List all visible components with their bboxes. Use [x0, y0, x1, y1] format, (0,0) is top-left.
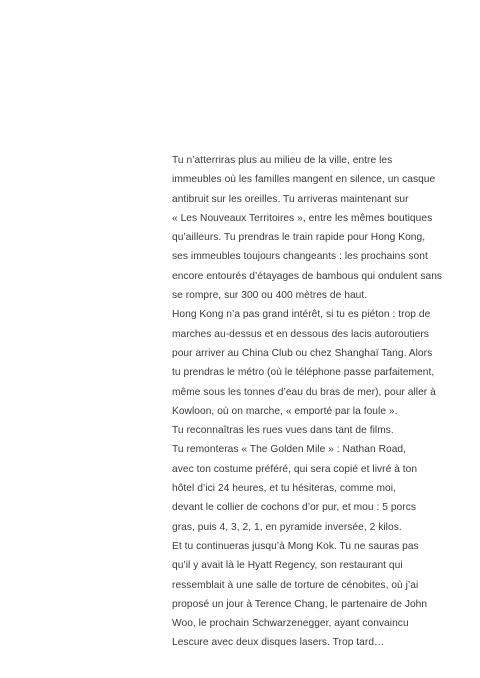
text-line: Et tu continueras jusqu’à Mong Kok. Tu ne sauras pas	[172, 540, 419, 552]
body-text	[172, 151, 472, 653]
text-line: Tu reconnaîtras les rues vues dans tant de films.	[172, 425, 394, 437]
text-line: proposé un jour à Terence Chang, le partenaire de John	[172, 598, 428, 610]
text-line: gras, puis 4, 3, 2, 1, en pyramide inversée, 2 kilos.	[172, 521, 402, 533]
text-line: tu prendras le métro (où le téléphone passe parfaitement,	[172, 367, 435, 379]
text-line: devant le collier de cochons d’or pur, et mou : 5 porcs	[172, 502, 416, 514]
text-line: Woo, le prochain Schwarzenegger, ayant convaincu	[172, 618, 409, 630]
text-line: hôtel d’ici 24 heures, et tu hésiteras, comme moi,	[172, 483, 396, 495]
text-line: qu’il y avait là le Hyatt Regency, son restaurant qui	[172, 560, 403, 572]
text-line: Kowloon, où on marche, « emporté par la foule ».	[172, 405, 398, 417]
text-line: se rompre, sur 300 ou 400 mètres de haut.	[172, 290, 368, 302]
text-line: ressemblait à une salle de torture de cénobites, où j’ai	[172, 579, 419, 591]
text-line: ses immeubles toujours changeants : les prochains sont	[172, 251, 428, 263]
text-line: encore entourés d’étayages de bambous qui ondulent sans	[172, 270, 443, 282]
text-line: Lescure avec deux disques lasers. Trop tard…	[172, 637, 385, 649]
text-line: Tu remonteras « The Golden Mile » : Nathan Road,	[172, 444, 407, 456]
text-line: Hong Kong n’a pas grand intérêt, si tu es piéton : trop de	[172, 309, 431, 321]
text-line: antibruit sur les oreilles. Tu arriveras maintenant sur	[172, 193, 409, 205]
text-line: marches au-dessus et en dessous des lacis autoroutiers	[172, 328, 429, 340]
text-line: immeubles où les familles mangent en silence, un casque	[172, 174, 436, 186]
text-line: qu’ailleurs. Tu prendras le train rapide pour Hong Kong,	[172, 232, 426, 244]
text-line: Tu n’atterriras plus au milieu de la ville, entre les	[172, 155, 393, 166]
text-line: pour arriver au China Club ou chez Shanghaï Tang. Alors	[172, 347, 433, 359]
text-line: « Les Nouveaux Territoires », entre les mêmes boutiques	[172, 212, 433, 224]
text-line: même sous les tonnes d’eau du bras de mer), pour aller à	[172, 386, 436, 398]
text-line: avec ton costume préféré, qui sera copié et livré à ton	[172, 463, 418, 475]
